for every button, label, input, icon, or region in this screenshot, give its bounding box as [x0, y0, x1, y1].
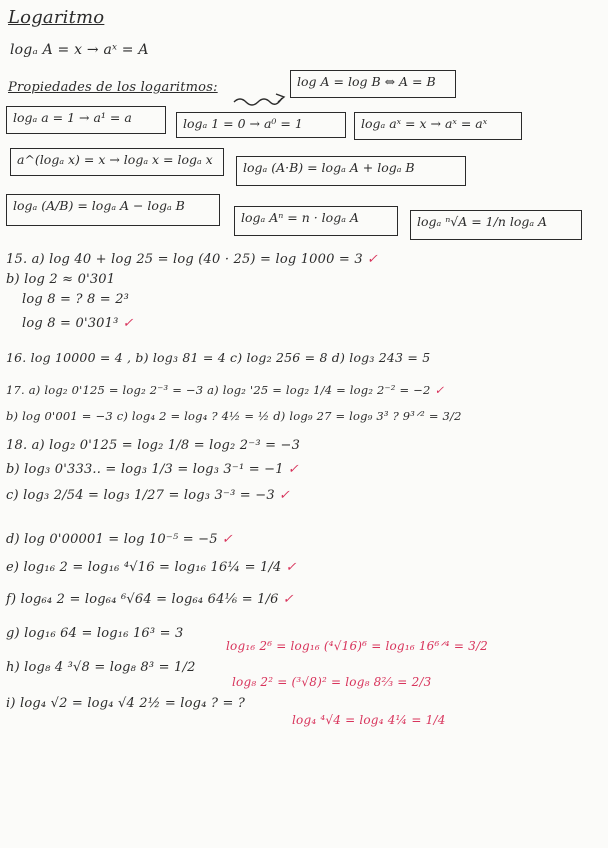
- exercise-18e: e) log₁₆ 2 = log₁₆ ⁴√16 = log₁₆ 16¼ = 1/4 ✓: [6, 560, 297, 575]
- property-box-log-base: logₐ a = 1 → a¹ = a: [6, 106, 166, 134]
- property-box-product: logₐ (A·B) = logₐ A + logₐ B: [236, 156, 466, 186]
- property-box-inverse: a^(logₐ x) = x → logₐ x = logₐ x: [10, 148, 224, 176]
- logarithm-definition: logₐ A = x → aˣ = A: [10, 42, 149, 58]
- exercise-18i-correction: log₄ ⁴√4 = log₄ 4¼ = 1/4: [292, 713, 446, 727]
- exercise-17b: b) log 0'001 = −3 c) log₄ 2 = log₄ ? 4½ = ½ d) log₉ 27 = log₉ 3³ ? 9³ᐟ² = 3/2: [6, 409, 462, 423]
- exercise-18h: h) log₈ 4 ³√8 = log₈ 8³ = 1/2: [6, 660, 196, 675]
- property-box-root: logₐ ⁿ√A = 1/n logₐ A: [410, 210, 582, 240]
- exercise-16: 16. log 10000 = 4 , b) log₃ 81 = 4 c) log₂ 256 = 8 d) log₃ 243 = 5: [6, 350, 431, 365]
- property-box-quotient: logₐ (A/B) = logₐ A − logₐ B: [6, 194, 220, 226]
- page-title: Logaritmo: [8, 7, 105, 28]
- squiggle-arrow-icon: [232, 86, 292, 108]
- exercise-18h-correction: log₈ 2² = (³√8)² = log₈ 8⅔ = 2/3: [232, 675, 432, 689]
- exercise-15b: b) log 2 ≈ 0'301: [6, 272, 116, 287]
- exercise-18b: b) log₃ 0'333.. = log₃ 1/3 = log₃ 3⁻¹ = −1 ✓: [6, 462, 299, 477]
- exercise-15c: log 8 = ? 8 = 2³: [22, 292, 130, 307]
- exercise-18g: g) log₁₆ 64 = log₁₆ 16³ = 3: [6, 626, 184, 641]
- property-box-log-power-base: logₐ aˣ = x → aˣ = aˣ: [354, 112, 522, 140]
- exercise-18i: i) log₄ √2 = log₄ √4 2½ = log₄ ? = ?: [6, 696, 246, 711]
- exercise-15d: log 8 = 0'301³ ✓: [22, 316, 134, 331]
- exercise-18g-correction: log₁₆ 2⁶ = log₁₆ (⁴√16)⁶ = log₁₆ 16⁶ᐟ⁴ = 3/2: [226, 639, 489, 653]
- exercise-18c: c) log₃ 2/54 = log₃ 1/27 = log₃ 3⁻³ = −3 ✓: [6, 488, 290, 503]
- property-box-log-one: logₐ 1 = 0 → a⁰ = 1: [176, 112, 346, 138]
- exercise-18d: d) log 0'00001 = log 10⁻⁵ = −5 ✓: [6, 532, 233, 547]
- property-box-equality: log A = log B ⇔ A = B: [290, 70, 456, 98]
- property-box-power: logₐ Aⁿ = n · logₐ A: [234, 206, 398, 236]
- exercise-18f: f) log₆₄ 2 = log₆₄ ⁶√64 = log₆₄ 64⅙ = 1/6 ✓: [6, 592, 294, 607]
- properties-heading: Propiedades de los logaritmos:: [8, 80, 218, 95]
- exercise-17a: 17. a) log₂ 0'125 = log₂ 2⁻³ = −3 a) log₂ '25 = log₂ 1/4 = log₂ 2⁻² = −2 ✓: [6, 383, 445, 397]
- exercise-15a: 15. a) log 40 + log 25 = log (40 · 25) = log 1000 = 3 ✓: [6, 252, 378, 267]
- exercise-18a: 18. a) log₂ 0'125 = log₂ 1/8 = log₂ 2⁻³ = −3: [6, 438, 301, 453]
